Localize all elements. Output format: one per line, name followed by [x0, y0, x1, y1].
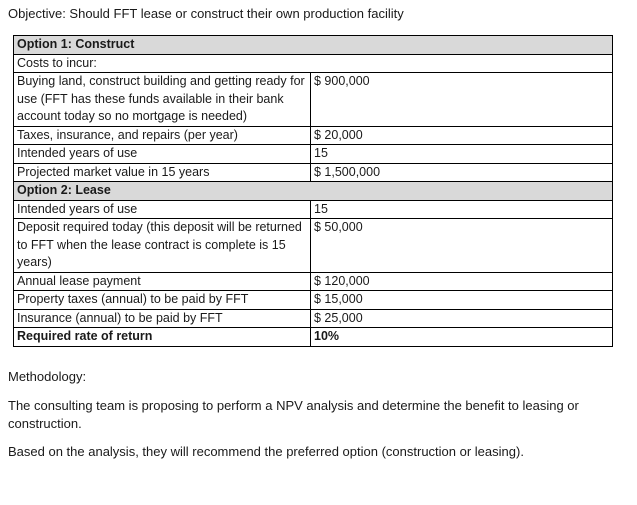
row-label: Intended years of use: [14, 145, 311, 164]
costs-label: Costs to incur:: [14, 54, 613, 73]
row-label: Deposit required today (this deposit will be returned to FFT when the lease contract is complete is 15 years): [14, 219, 311, 273]
option2-header: Option 2: Lease: [14, 182, 613, 201]
rate-value: 10%: [311, 328, 613, 347]
row-value: $ 25,000: [311, 309, 613, 328]
row-label: Buying land, construct building and getting ready for use (FFT has these funds available in their bank account today so no mortgage is needed): [14, 73, 311, 127]
table-row: [14, 328, 613, 347]
row-label: Property taxes (annual) to be paid by FFT: [14, 291, 311, 310]
option2-header-row: [14, 182, 613, 201]
row-value: $ 15,000: [311, 291, 613, 310]
methodology-paragraph-2: Based on the analysis, they will recommend the preferred option (construction or leasing).: [8, 444, 524, 459]
table-row: [14, 54, 613, 73]
table-row: [14, 309, 613, 328]
row-label: Insurance (annual) to be paid by FFT: [14, 309, 311, 328]
table-row: [14, 163, 613, 182]
table-row: [14, 126, 613, 145]
row-value: 15: [311, 145, 613, 164]
table-row: [14, 219, 613, 273]
methodology-heading: Methodology:: [8, 369, 87, 384]
row-label: Projected market value in 15 years: [14, 163, 311, 182]
table-row: [14, 200, 613, 219]
methodology-paragraph-1: The consulting team is proposing to perform a NPV analysis and determine the benefit to leasing or construction.: [8, 398, 579, 431]
row-label: Taxes, insurance, and repairs (per year): [14, 126, 311, 145]
option1-header-row: [14, 36, 613, 55]
objective-text: Objective: Should FFT lease or construct their own production facility: [8, 6, 404, 21]
row-value: $ 120,000: [311, 272, 613, 291]
row-value: $ 50,000: [311, 219, 613, 273]
table-row: [14, 73, 613, 127]
row-value: $ 900,000: [311, 73, 613, 127]
row-value: $ 1,500,000: [311, 163, 613, 182]
row-value: 15: [311, 200, 613, 219]
table-row: [14, 145, 613, 164]
options-table: [13, 35, 613, 347]
table-row: [14, 291, 613, 310]
row-label: Intended years of use: [14, 200, 311, 219]
row-label: Annual lease payment: [14, 272, 311, 291]
option1-header: Option 1: Construct: [14, 36, 613, 55]
rate-label: Required rate of return: [14, 328, 311, 347]
row-value: $ 20,000: [311, 126, 613, 145]
table-row: [14, 272, 613, 291]
